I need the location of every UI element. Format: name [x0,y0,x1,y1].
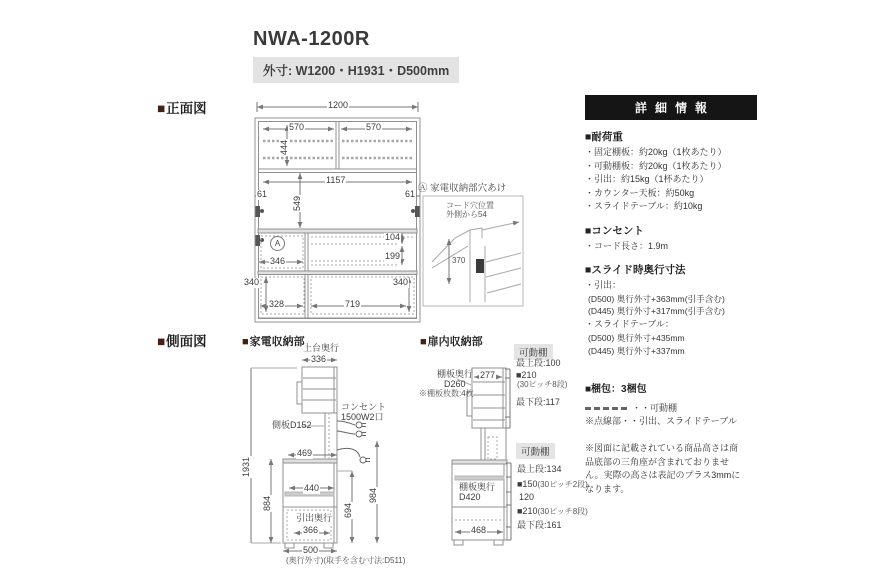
shelf-depth-label-upper: 棚板奥行 [437,369,474,379]
shelf-depth-label-lower: 棚板奥行 [459,482,496,492]
upper-mid-span: ■210 [516,370,537,380]
section-marker: ■ [157,334,166,349]
dim-appliance-width: 346 [270,256,286,266]
lower-210-span [517,507,588,517]
slide-depth-title: ■スライド時奥行寸法 [585,264,686,276]
dim-counter-width: 1157 [326,175,346,185]
shelf-depth-value-lower: D420 [459,492,481,502]
section-door-storage-label: 扉内収納部 [427,336,483,348]
dim-lower-inner-width: 468 [471,525,487,535]
dim-top-depth: 336 [311,354,327,364]
slide-item: (D500) 奥行外寸+363mm(引手含む) [588,293,725,304]
dim-base-depth: 500 [303,545,319,555]
upper-mid-pitch: (30ピッチ8段) [517,380,568,389]
legend-dotted: ※点線部・・引出、スライドテーブル [585,416,737,427]
lower-120-span: 120 [519,492,535,502]
dim-shelf-width: 277 [480,370,496,380]
depth-note: (奥行外寸)(取手を含む寸法:D511) [286,556,406,565]
dim-side-right: 61 [405,189,416,199]
section-marker: ■ [420,336,427,348]
lower-210-pitch: (30ピッチ8段) [537,507,588,516]
detail-title: Ⓐ 家電収納部穴あけ [418,183,507,194]
outlet-title: ■コンセント [585,224,644,237]
info-panel-header: 詳細情報 [585,95,757,120]
dim-drawer-depth: 366 [303,525,319,535]
lower-bottom-span: 最下段:161 [517,520,562,530]
height-note: ※図面に記載されている商品高さは商品底部の三角座が含まれておりません。実際の高さは表記のプラス3mmになります。 [585,442,741,495]
lower-150-value: ■150 [517,479,538,489]
page-title: NWA-1200R [253,28,370,50]
lower-150-pitch: (30ピッチ2段) [537,480,588,489]
slide-item: ・引出： [585,280,622,290]
detail-note-line2: 外側から54 [446,210,487,219]
load-item: ・カウンター天板：約50kg [585,187,695,198]
slide-item: (D445) 奥行外寸+317mm(引手含む) [588,306,725,317]
dim-inner-depth: 440 [304,483,320,493]
dim-drawer-width-left: 328 [269,299,285,309]
lower-210-value: ■210 [517,506,538,516]
dim-drawer-height-right: 340 [393,277,409,287]
solid-line-legend-icon [585,407,627,410]
load-item: ・スライドテーブル：約10kg [585,201,703,211]
section-marker: ■ [157,101,166,116]
dim-width-total: 1200 [328,100,349,110]
dim-open-height: 549 [292,195,302,211]
top-depth-label: 上台奥行 [303,343,340,353]
dim-side-left: 61 [257,189,268,199]
dim-door-height: 444 [279,139,289,155]
outlet-label-line2: 1500W2口 [341,412,384,422]
outlet-cord-length: ・コード長さ：1.9m [585,240,669,251]
dim-counter-height: 884 [262,495,272,511]
slide-item: (D500) 奥行外寸+435mm [588,332,685,343]
side-panel-label: 側板D152 [272,420,312,430]
detail-note-line1: コード穴位置 [446,201,494,210]
front-view-drawing [255,102,420,322]
load-item: ・固定棚板：約20kg（1枚あたり） [585,147,727,157]
section-front-view [157,97,207,117]
slide-item: ・スライドテーブル： [585,319,674,330]
section-marker: ■ [242,336,249,348]
plug-icon [337,421,370,463]
drawer-depth-label: 引出奥行 [296,513,333,523]
dim-total-height: 1931 [241,456,251,477]
info-panel [585,95,757,497]
legend-movable-shelf [585,402,757,416]
dim-slide-199: 199 [385,251,401,261]
dim-door-left: 570 [289,122,305,132]
slide-item: (D445) 奥行外寸+337mm [588,345,685,356]
upper-top-span: 最上段:100 [516,358,561,368]
packing-info: ■梱包：3梱包 [585,383,647,395]
section-appliance-bay [242,333,305,349]
cord-hole-icon [476,259,484,273]
outlet-label-line1: コンセント [341,402,387,412]
dim-drawer-width-right: 719 [345,299,361,309]
lower-top-span: 最上段:134 [517,464,562,474]
outer-dimensions-badge: 外寸: W1200・H1931・D500mm [253,57,459,83]
section-front-label: 正面図 [166,101,207,116]
dim-984: 984 [368,487,378,503]
load-item: ・可動棚板：約20kg（1枚あたり） [585,160,727,171]
section-side-label: 側面図 [166,334,207,349]
section-appliance-label: 家電収納部 [249,336,305,348]
legend-movable-label: ・・可動棚 [632,402,678,413]
load-item: ・引出：約15kg（1杯あたり） [585,174,709,184]
dim-694: 694 [343,502,353,518]
dim-drawer-height-left: 340 [244,277,260,287]
movable-shelf-tag-lower: 可動棚 [516,443,555,459]
section-side-view [157,330,207,350]
dim-cord-hole-height: 370 [452,256,466,265]
upper-bottom-span: 最下段:117 [516,397,560,407]
dim-counter-depth: 469 [297,448,313,458]
dim-slide-104: 104 [385,232,401,242]
detail-mark-a: A [270,236,285,251]
load-capacity-title: ■耐荷重 [585,131,623,143]
movable-shelf-tag-upper: 可動棚 [514,344,553,360]
section-door-storage [420,333,483,349]
shelf-depth-value-upper: D260 [444,379,466,389]
dim-door-right: 570 [366,122,382,132]
lower-150-span [517,480,588,490]
shelf-count-note: ※棚板枚数:4枚 [419,389,474,398]
